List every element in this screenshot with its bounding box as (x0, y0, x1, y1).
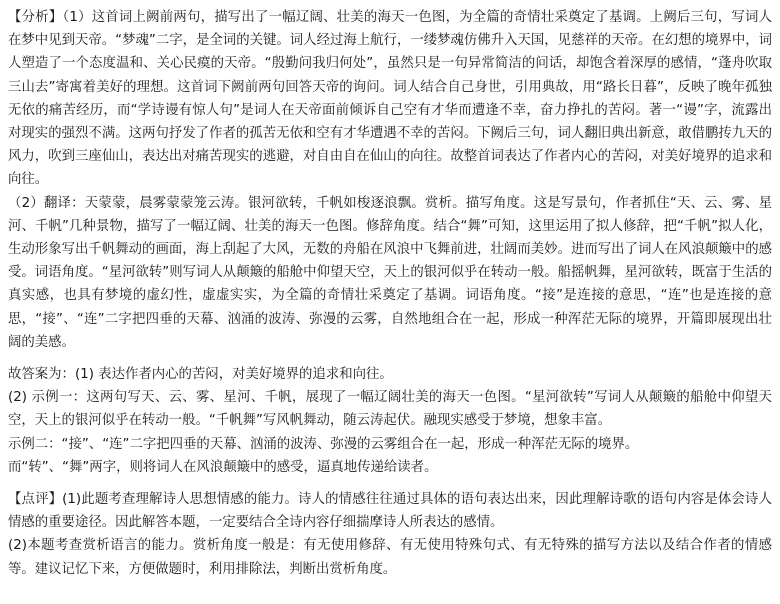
analysis-part-2: （2）翻译：天蒙蒙，晨雾蒙蒙笼云涛。银河欲转，千帆如梭逐浪飘。赏析。描写角度。这是写景句，作者抓住“天、云、雾、星河、千帆”几种景物，描写了一幅辽阔、壮美的海天一色图。修辞角度。结合“舞”可知，这里运用了拟人修辞，把“千帆”拟人化，生动形象写出千帆舞动的画面，海上刮起了大风，无数的舟船在风浪中飞舞前进，壮阔而美妙。进而写出了词人在风浪颠簸中的感受。词语角度。“星河欲转”则写词人从颠簸的船舱中仰望天空，天上的银河似乎在转动一般。船摇帆舞，星河欲转，既富于生活的真实感，也具有梦境的虚幻性，虚虚实实，为全篇的奇情壮采奠定了基调。词语角度。“接”是连接的意思，“连”也是连接的意思，“接”、“连”二字把四垂的天幕、汹涌的波涛、弥漫的云雾，自然地组合在一起，形成一种浑茫无际的境界，开篇即展现出壮阔的美感。 (8, 195, 772, 350)
section-gap (8, 479, 772, 488)
answer-line-2: (2) 示例一：这两句写天、云、雾、星河、千帆，展现了一幅辽阔壮美的海天一色图。“星河欲转”写词人从颠簸的船舱中仰望天空，天上的银河似乎在转动一般。“千帆舞”写风帆舞动，随云涛起伏。融现实感受于梦境，想象丰富。 (8, 390, 772, 429)
section-gap (8, 354, 772, 363)
analysis-part-1: 【分析】（1）这首词上阙前两句，描写出了一幅辽阔、壮美的海天一色图，为全篇的奇情壮采奠定了基调。上阙后三句，写词人在梦中见到天帝。“梦魂”二字，是全词的关键。词人经过海上航行，一缕梦魂仿佛升入天国，见慈祥的天帝。在幻想的境界中，词人塑造了一个态度温和、关心民瘼的天帝。“殷勤问我归何处”，虽然只是一句异常简洁的问话，却饱含着深厚的感情，“蓬舟吹取三山去”寄寓着美好的理想。这首词下阙前两句回答天帝的询问。词人结合自己身世，引用典故，用“路长日暮”，反映了晚年孤独无依的痛苦经历，而“学诗谩有惊人句”是词人在天帝面前倾诉自己空有才华而遭逢不幸，奋力挣扎的苦闷。著一“谩”字，流露出对现实的强烈不满。这两句抒发了作者的孤苦无依和空有才华遭遇不幸的苦闷。下阙后三句，词人翻旧典出新意，敢借鹏抟九天的风力，吹到三座仙山，表达出对痛苦现实的逃避，对自由自在仙山的向往。故整首词表达了作者内心的苦闷，对美好境界的追求和向往。 (8, 10, 772, 188)
comment-part-2: (2)本题考查赏析语言的能力。赏析角度一般是：有无使用修辞、有无使用特殊句式、有无特殊的描写方法以及结合作者的情感等。建议记忆下来，方便做题时，利用排除法，判断出赏析角度。 (8, 538, 772, 577)
comment-section (8, 488, 772, 581)
answer-line-4: 而“转”、“舞”两字，则将词人在风浪颠簸中的感受，逼真地传递给读者。 (8, 459, 438, 475)
answer-section (8, 363, 772, 479)
answer-line-3: 示例二：“接”、“连”二字把四垂的天幕、汹涌的波涛、弥漫的云雾组合在一起，形成一种浑茫无际的境界。 (8, 436, 639, 452)
analysis-section (8, 6, 772, 354)
comment-part-1: 【点评】(1)此题考查理解诗人思想情感的能力。诗人的情感往往通过具体的语句表达出来，因此理解诗歌的语句内容是体会诗人情感的重要途径。因此解答本题，一定要结合全诗内容仔细揣摩诗人所表达的感情。 (8, 492, 772, 531)
answer-line-1: 故答案为：(1) 表达作者内心的苦闷，对美好境界的追求和向往。 (8, 367, 393, 383)
